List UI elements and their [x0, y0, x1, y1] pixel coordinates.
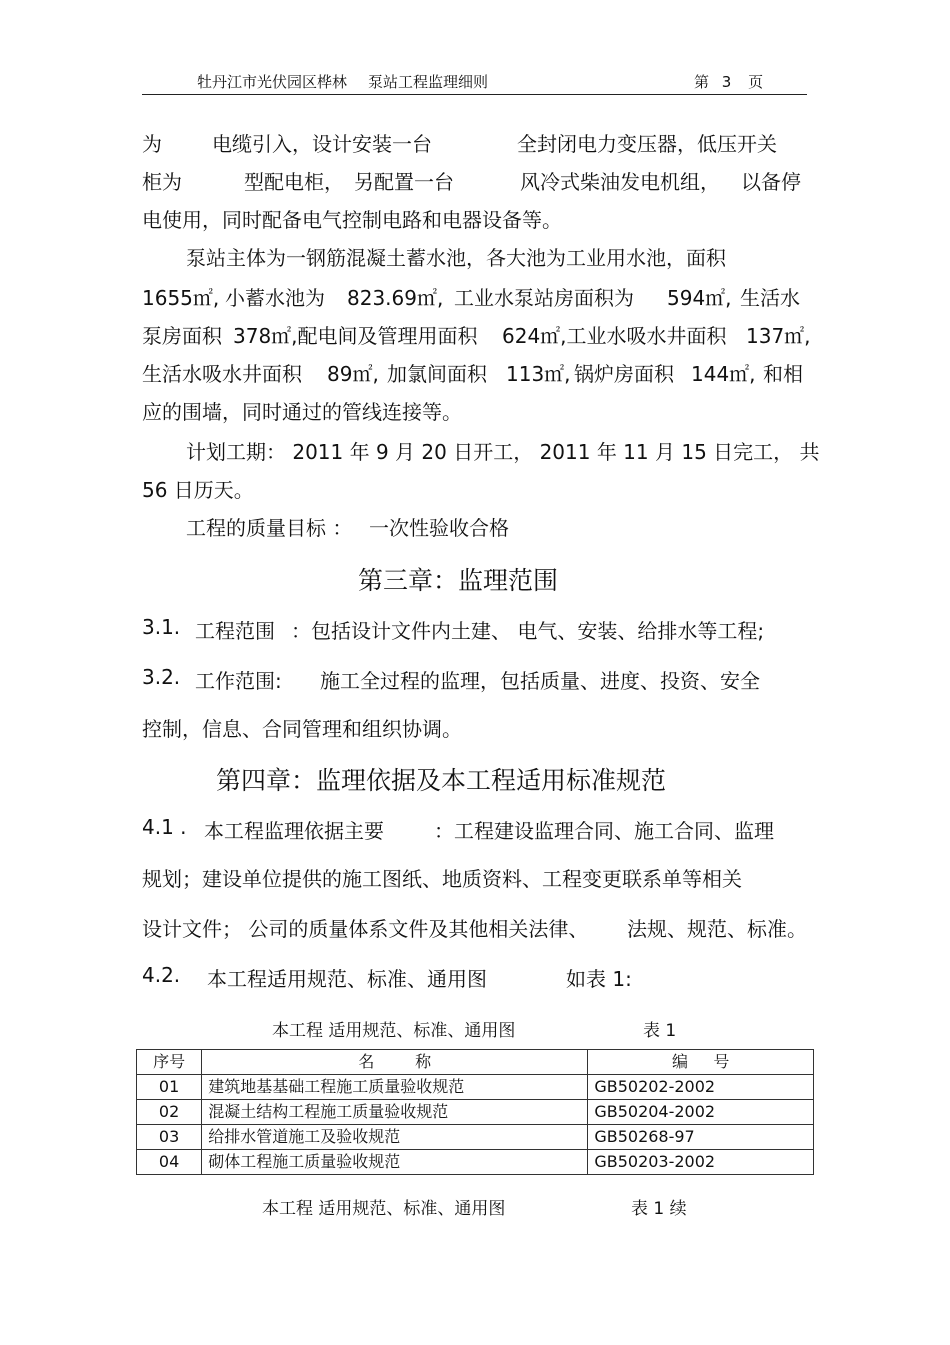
section-4-1-line2: 规划；建设单位提供的施工图纸、地质资料、工程变更联系单等相关: [142, 867, 742, 891]
para1-line1-a: 为: [142, 132, 162, 156]
para2-line4-e: 锅炉房面积: [574, 362, 674, 386]
section-3-1-text: ：包括设计文件内土建、 电气、安装、给排水等工程;: [291, 619, 765, 643]
row-name: 建筑地基基础工程施工质量验收规范: [202, 1075, 588, 1100]
row-code: GB50268-97: [588, 1125, 814, 1150]
para2-line4-d: 113㎡,: [506, 362, 571, 386]
table-row: [137, 1100, 814, 1125]
section-3-1-label: 工程范围: [195, 619, 275, 643]
para2-line4-f: 144㎡,: [691, 362, 756, 386]
para2-line2-e: 594㎡,: [667, 286, 732, 310]
para1-line2-b: 型配电柜，: [244, 170, 344, 194]
schedule-line1: 计划工期： 2011 年 9 月 20 日开工， 2011 年 11 月 15 日完工， 共: [186, 440, 820, 464]
row-code: GB50202-2002: [588, 1075, 814, 1100]
para2-line1: 泵站主体为一钢筋混凝土蓄水池，各大池为工业用水池，面积: [186, 246, 726, 270]
table-row: [137, 1125, 814, 1150]
row-code: GB50204-2002: [588, 1100, 814, 1125]
quality-value: 一次性验收合格: [369, 516, 509, 540]
table1-cont-caption: 本工程 适用规范、标准、通用图: [262, 1199, 506, 1219]
header-title-b: 泵站工程监理细则: [368, 73, 489, 91]
para2-line3-b: 378㎡,配电间及管理用面积: [233, 324, 478, 348]
row-seq: 04: [137, 1150, 202, 1175]
header-name: 名 称: [202, 1050, 588, 1075]
section-3-1-number: 3.1.: [142, 615, 181, 639]
section-3-2-text: 施工全过程的监理，包括质量、进度、投资、安全: [320, 669, 760, 693]
chapter4-title: 第四章：监理依据及本工程适用标准规范: [216, 766, 667, 795]
page-suffix: 页: [748, 73, 764, 91]
para1-line2-d: 风冷式柴油发电机组，: [520, 170, 720, 194]
section-4-2-number: 4.2.: [142, 963, 181, 987]
header-seq: 序号: [137, 1050, 202, 1075]
row-seq: 02: [137, 1100, 202, 1125]
para1-line1-c: 全封闭电力变压器，低压开关: [517, 132, 777, 156]
section-4-1-line3-a: 设计文件； 公司的质量体系文件及其他相关法律、: [142, 917, 589, 941]
table1-cont-caption-tag: 表 1 续: [631, 1199, 687, 1219]
para2-line4-c: 加氯间面积: [387, 362, 487, 386]
para2-line4-a: 生活水吸水井面积: [142, 362, 302, 386]
para2-line4-b: 89㎡,: [327, 362, 379, 386]
section-4-2-text: 如表 1:: [566, 967, 632, 991]
row-name: 砌体工程施工质量验收规范: [202, 1150, 588, 1175]
header-divider: [142, 94, 807, 95]
table1-caption: 本工程 适用规范、标准、通用图: [272, 1021, 516, 1041]
row-seq: 01: [137, 1075, 202, 1100]
para2-line2-a: 1655㎡,: [142, 286, 220, 310]
row-name: 混凝土结构工程施工质量验收规范: [202, 1100, 588, 1125]
table-row: [137, 1075, 814, 1100]
section-3-2-label: 工作范围:: [195, 669, 282, 693]
para2-line3-a: 泵房面积: [142, 324, 222, 348]
section-4-1-number: 4.1 .: [142, 815, 187, 839]
page-number: [694, 71, 763, 92]
row-name: 给排水管道施工及验收规范: [202, 1125, 588, 1150]
section-3-2-line2: 控制，信息、合同管理和组织协调。: [142, 717, 462, 741]
row-seq: 03: [137, 1125, 202, 1150]
schedule-line2: 56 日历天。: [142, 478, 254, 502]
section-4-1-line3-b: 法规、规范、标准。: [627, 917, 807, 941]
para1-line2-c: 另配置一台: [354, 170, 454, 194]
para2-line3-d: 137㎡,: [746, 324, 811, 348]
para1-line2-a: 柜为: [142, 170, 182, 194]
header-code: 编 号: [588, 1050, 814, 1075]
quality-label: 工程的质量目标 ：: [186, 516, 353, 540]
chapter3-title: 第三章：监理范围: [358, 566, 559, 595]
para2-line2-d: 工业水泵站房面积为: [454, 286, 634, 310]
para1-line1-b: 电缆引入，设计安装一台: [212, 132, 432, 156]
para2-line2-f: 生活水: [740, 286, 800, 310]
header-title-a: 牡丹江市光伏园区桦林: [197, 73, 348, 91]
section-4-1-text: ：工程建设监理合同、施工合同、监理: [434, 819, 774, 843]
page-num: 3: [721, 73, 732, 91]
standards-table: [136, 1049, 814, 1175]
page-prefix: 第: [694, 73, 710, 91]
para2-line2-c: 823.69㎡,: [347, 286, 444, 310]
table-row: [137, 1150, 814, 1175]
para2-line4-g: 和相: [763, 362, 803, 386]
para2-line5: 应的围墙，同时通过的管线连接等。: [142, 400, 462, 424]
section-4-1-label: 本工程监理依据主要: [204, 819, 384, 843]
row-code: GB50203-2002: [588, 1150, 814, 1175]
para1-line2-e: 以备停: [741, 170, 801, 194]
section-3-2-number: 3.2.: [142, 665, 181, 689]
table1-caption-tag: 表 1: [643, 1021, 677, 1041]
para2-line3-c: 624㎡,工业水吸水井面积: [502, 324, 727, 348]
table-header-row: [137, 1050, 814, 1075]
para2-line2-b: 小蓄水池为: [225, 286, 325, 310]
section-4-2-label: 本工程适用规范、标准、通用图: [207, 967, 487, 991]
para1-line3: 电使用，同时配备电气控制电路和电器设备等。: [142, 208, 562, 232]
